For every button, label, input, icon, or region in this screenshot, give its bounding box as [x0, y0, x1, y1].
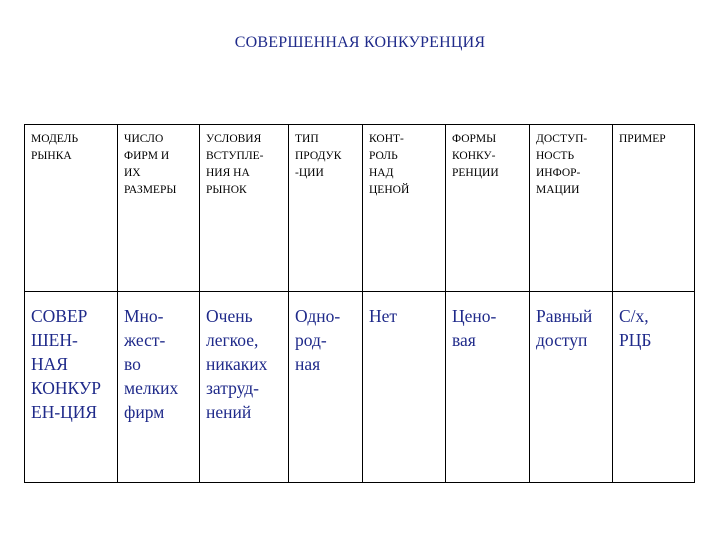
cell-competition-forms: Цено- вая [446, 292, 530, 483]
header-cell-example: ПРИМЕР [613, 125, 695, 292]
table-header-row [25, 125, 695, 292]
cell-product-type: Одно- род- ная [289, 292, 363, 483]
cell-entry-conditions: Очень легкое, никаких затруд- нений [200, 292, 289, 483]
cell-price-control: Нет [363, 292, 446, 483]
cell-example: С/х, РЦБ [613, 292, 695, 483]
header-cell-product-type: ТИП ПРОДУК -ЦИИ [289, 125, 363, 292]
cell-firm-count: Мно- жест- во мелких фирм [118, 292, 200, 483]
header-cell-entry-conditions: УСЛОВИЯ ВСТУПЛЕ- НИЯ НА РЫНОК [200, 125, 289, 292]
cell-information-access: Равный доступ [530, 292, 613, 483]
header-cell-firm-count: ЧИСЛО ФИРМ И ИХ РАЗМЕРЫ [118, 125, 200, 292]
header-cell-information-access: ДОСТУП- НОСТЬ ИНФОР- МАЦИИ [530, 125, 613, 292]
header-cell-market-model: МОДЕЛЬ РЫНКА [25, 125, 118, 292]
comparison-table [24, 124, 695, 483]
slide-title: СОВЕРШЕННАЯ КОНКУРЕНЦИЯ [234, 34, 486, 51]
table-row [25, 292, 695, 483]
header-cell-competition-forms: ФОРМЫ КОНКУ- РЕНЦИИ [446, 125, 530, 292]
cell-market-model: СОВЕР ШЕН- НАЯ КОНКУР ЕН-ЦИЯ [25, 292, 118, 483]
header-cell-price-control: КОНТ- РОЛЬ НАД ЦЕНОЙ [363, 125, 446, 292]
